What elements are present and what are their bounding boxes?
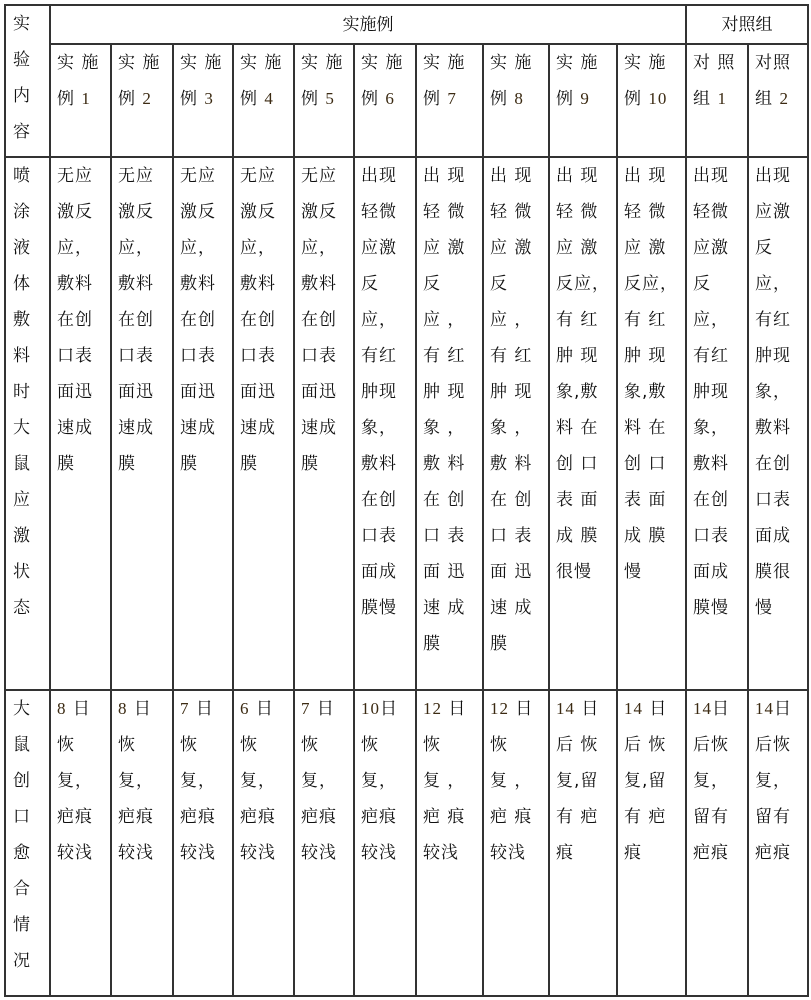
cell-text-line: 痕 xyxy=(556,843,574,863)
cell-text-line: 实 施 xyxy=(624,53,667,73)
cell-text-line: 应激 xyxy=(361,238,397,258)
cell-text-line: 口表 xyxy=(693,526,730,546)
cell-text-line: 轻 微 xyxy=(423,202,466,222)
cell-text-line: 涂 xyxy=(13,202,31,222)
cell-text-line: 疤痕 xyxy=(693,843,730,863)
cell-text-line: 例 6 xyxy=(361,89,395,109)
cell-text-line: 应 激 xyxy=(556,238,599,258)
cell-text-line: 8 日 xyxy=(118,699,152,719)
cell-text-line: 12 日 xyxy=(490,699,534,719)
cell-text-line: 疤痕 xyxy=(240,807,276,827)
cell-text-line: 恢 xyxy=(240,735,258,755)
cell-text-line: 例 5 xyxy=(301,89,335,109)
cell-text-line: 无应 xyxy=(118,166,154,186)
cell-text-line: 敷 xyxy=(13,310,31,330)
cell-text-line: 复， xyxy=(57,771,93,791)
cell-text-line: 应 xyxy=(13,490,31,510)
column-header-3 xyxy=(173,44,233,157)
cell-text-line: 有红 xyxy=(693,346,730,366)
cell-text-line: 轻微 xyxy=(361,202,397,222)
column-header-7 xyxy=(416,44,483,157)
cell-text-line: 膜很 xyxy=(755,562,792,582)
cell-text-line: 实 施 xyxy=(57,53,100,73)
table-cell xyxy=(354,690,416,996)
cell-text-line: 应， xyxy=(180,238,216,258)
cell-text-line: 反 xyxy=(361,274,379,294)
cell-text-line: 应激 xyxy=(755,202,792,222)
table-cell xyxy=(416,690,483,996)
column-header-5 xyxy=(294,44,354,157)
cell-text-line: 敷料 xyxy=(693,454,730,474)
cell-text-line: 面成 xyxy=(693,562,730,582)
cell-text-line: 应 ， xyxy=(490,310,533,330)
cell-text-line: 容 xyxy=(13,122,31,142)
cell-text-line: 在创 xyxy=(118,310,154,330)
cell-text-line: 面迅 xyxy=(180,382,216,402)
cell-text-line: 复， xyxy=(301,771,337,791)
cell-text-line: 在创 xyxy=(301,310,337,330)
cell-text-line: 反 xyxy=(755,238,774,258)
cell-text-line: 有 红 xyxy=(556,310,599,330)
cell-text-line: 象 ， xyxy=(423,418,466,438)
cell-text-line: 10日 xyxy=(361,699,398,719)
cell-text-line: 在 创 xyxy=(423,490,466,510)
column-header-4 xyxy=(233,44,294,157)
cell-text-line: 14日 xyxy=(755,699,793,719)
cell-text-line: 较浅 xyxy=(118,843,154,863)
cell-text-line: 例 10 xyxy=(624,89,668,109)
cell-text-line: 例 7 xyxy=(423,89,457,109)
cell-text-line: 复， xyxy=(755,771,792,791)
cell-text-line: 实 施 xyxy=(118,53,161,73)
cell-text-line: 膜 xyxy=(490,634,508,654)
cell-text-line: 较浅 xyxy=(361,843,397,863)
cell-text-line: 验 xyxy=(13,50,31,70)
cell-text-line: 肿现 xyxy=(361,382,397,402)
cell-text-line: 料 在 xyxy=(624,418,667,438)
cell-text-line: 反应， xyxy=(556,274,610,294)
cell-text-line: 应， xyxy=(240,238,276,258)
cell-text-line: 后 恢 xyxy=(556,735,599,755)
column-header-1 xyxy=(50,44,111,157)
cell-text-line: 疤痕 xyxy=(301,807,337,827)
cell-text-line: 应 激 xyxy=(624,238,667,258)
cell-text-line: 敷 料 xyxy=(490,454,533,474)
cell-text-line: 出现 xyxy=(361,166,397,186)
column-header-12 xyxy=(748,44,808,157)
cell-text-line: 速成 xyxy=(118,418,154,438)
cell-text-line: 出 现 xyxy=(490,166,533,186)
cell-text-line: 例 1 xyxy=(57,89,91,109)
table-cell xyxy=(686,690,748,996)
cell-text-line: 内 xyxy=(13,86,31,106)
cell-text-line: 复 ， xyxy=(490,771,533,791)
cell-text-line: 疤痕 xyxy=(180,807,216,827)
cell-text-line: 面迅 xyxy=(57,382,93,402)
cell-text-line: 慢 xyxy=(755,598,774,618)
cell-text-line: 复,留 xyxy=(624,771,667,791)
cell-text-line: 象， xyxy=(361,418,397,438)
cell-text-line: 肿现 xyxy=(693,382,730,402)
cell-text-line: 有 红 xyxy=(624,310,667,330)
cell-text-line: 激反 xyxy=(180,202,216,222)
cell-text-line: 较浅 xyxy=(240,843,276,863)
cell-text-line: 慢 xyxy=(624,562,642,582)
cell-text-line: 肿 现 xyxy=(490,382,533,402)
cell-text-line: 在创 xyxy=(693,490,730,510)
cell-text-line: 膜慢 xyxy=(361,598,397,618)
cell-text-line: 复 ， xyxy=(423,771,466,791)
cell-text-line: 喷 xyxy=(13,166,31,186)
cell-text-line: 有 疤 xyxy=(624,807,667,827)
cell-text-line: 14 日 xyxy=(556,699,600,719)
cell-text-line: 应， xyxy=(361,310,397,330)
cell-text-line: 后 恢 xyxy=(624,735,667,755)
cell-text-line: 应， xyxy=(693,310,730,330)
table-cell xyxy=(294,690,354,996)
cell-text-line: 例 2 xyxy=(118,89,152,109)
cell-text-line: 激反 xyxy=(118,202,154,222)
cell-text-line: 有红 xyxy=(361,346,397,366)
cell-text-line: 有 红 xyxy=(423,346,466,366)
cell-text-line: 恢 xyxy=(57,735,75,755)
table-cell xyxy=(50,690,111,996)
cell-text-line: 实 施 xyxy=(361,53,404,73)
table-cell xyxy=(233,690,294,996)
cell-text-line: 实 施 xyxy=(240,53,283,73)
cell-text-line: 敷料 xyxy=(301,274,337,294)
cell-text-line: 在创 xyxy=(180,310,216,330)
cell-text-line: 表 面 xyxy=(556,490,599,510)
cell-text-line: 速成 xyxy=(180,418,216,438)
cell-text-line: 口表 xyxy=(240,346,276,366)
table-cell xyxy=(50,157,111,690)
table-cell xyxy=(748,690,808,996)
column-header-8 xyxy=(483,44,549,157)
cell-text-line: 激反 xyxy=(240,202,276,222)
table-cell xyxy=(354,157,416,690)
cell-text-line: 口 表 xyxy=(423,526,466,546)
cell-text-line: 较浅 xyxy=(57,843,93,863)
cell-text-line: 创 xyxy=(13,771,31,791)
table-cell xyxy=(416,157,483,690)
cell-text-line: 应， xyxy=(57,238,93,258)
cell-text-line: 轻 微 xyxy=(624,202,667,222)
cell-text-line: 面成 xyxy=(755,526,792,546)
cell-text-line: 留有 xyxy=(755,807,792,827)
cell-text-line: 应激 xyxy=(693,238,730,258)
table-row-wound-healing xyxy=(5,690,808,996)
cell-text-line: 激 xyxy=(13,526,31,546)
cell-text-line: 速 成 xyxy=(423,598,466,618)
table-cell xyxy=(294,157,354,690)
cell-text-line: 面 迅 xyxy=(423,562,466,582)
cell-text-line: 创 口 xyxy=(556,454,599,474)
cell-text-line: 在创 xyxy=(361,490,397,510)
cell-text-line: 疤 痕 xyxy=(490,807,533,827)
cell-text-line: 口表 xyxy=(755,490,792,510)
cell-text-line: 面成 xyxy=(361,562,397,582)
cell-text-line: 面迅 xyxy=(301,382,337,402)
cell-text-line: 组 1 xyxy=(693,89,727,109)
cell-text-line: 在创 xyxy=(755,454,792,474)
cell-text-line: 口 表 xyxy=(490,526,533,546)
cell-text-line: 膜 xyxy=(240,454,258,474)
cell-text-line: 应 激 xyxy=(423,238,466,258)
cell-text-line: 鼠 xyxy=(13,454,31,474)
cell-text-line: 6 日 xyxy=(240,699,274,719)
cell-text-line: 激反 xyxy=(57,202,93,222)
cell-text-line: 反 xyxy=(693,274,712,294)
cell-text-line: 面迅 xyxy=(118,382,154,402)
cell-text-line: 敷料 xyxy=(118,274,154,294)
table-cell xyxy=(483,690,549,996)
table-cell xyxy=(111,157,173,690)
cell-text-line: 敷 料 xyxy=(423,454,466,474)
cell-text-line: 肿 现 xyxy=(624,346,667,366)
cell-text-line: 例 3 xyxy=(180,89,214,109)
cell-text-line: 无应 xyxy=(301,166,337,186)
corner-header xyxy=(5,5,50,157)
cell-text-line: 象， xyxy=(755,382,792,402)
column-header-9 xyxy=(549,44,617,157)
table-cell xyxy=(549,157,617,690)
cell-text-line: 疤痕 xyxy=(57,807,93,827)
cell-text-line: 液 xyxy=(13,238,31,258)
cell-text-line: 复， xyxy=(118,771,154,791)
cell-text-line: 应， xyxy=(755,274,792,294)
group-header-controls: 对照组 xyxy=(686,5,808,44)
table-cell xyxy=(111,690,173,996)
cell-text-line: 较浅 xyxy=(180,843,216,863)
table-cell xyxy=(173,157,233,690)
cell-text-line: 在 创 xyxy=(490,490,533,510)
cell-text-line: 速成 xyxy=(301,418,337,438)
cell-text-line: 应 激 xyxy=(490,238,533,258)
cell-text-line: 口表 xyxy=(301,346,337,366)
cell-text-line: 疤痕 xyxy=(361,807,397,827)
cell-text-line: 在创 xyxy=(240,310,276,330)
table-cell xyxy=(748,157,808,690)
cell-text-line: 口表 xyxy=(180,346,216,366)
cell-text-line: 实 施 xyxy=(301,53,344,73)
cell-text-line: 膜慢 xyxy=(693,598,730,618)
column-header-6 xyxy=(354,44,416,157)
cell-text-line: 体 xyxy=(13,274,31,294)
cell-text-line: 较浅 xyxy=(423,843,459,863)
cell-text-line: 实 施 xyxy=(490,53,533,73)
cell-text-line: 出 现 xyxy=(556,166,599,186)
cell-text-line: 反 xyxy=(490,274,508,294)
cell-text-line: 8 日 xyxy=(57,699,91,719)
cell-text-line: 轻 微 xyxy=(490,202,533,222)
cell-text-line: 膜 xyxy=(423,634,441,654)
cell-text-line: 应 ， xyxy=(423,310,466,330)
cell-text-line: 复， xyxy=(240,771,276,791)
cell-text-line: 面迅 xyxy=(240,382,276,402)
cell-text-line: 膜 xyxy=(180,454,198,474)
cell-text-line: 应， xyxy=(301,238,337,258)
table-cell xyxy=(233,157,294,690)
row-header xyxy=(5,157,50,690)
column-header-11 xyxy=(686,44,748,157)
cell-text-line: 敷料 xyxy=(180,274,216,294)
cell-text-line: 恢 xyxy=(423,735,441,755)
cell-text-line: 成 膜 xyxy=(556,526,599,546)
cell-text-line: 出现 xyxy=(755,166,792,186)
cell-text-line: 疤痕 xyxy=(118,807,154,827)
cell-text-line: 有 红 xyxy=(490,346,533,366)
cell-text-line: 轻微 xyxy=(693,202,730,222)
cell-text-line: 应， xyxy=(118,238,154,258)
cell-text-line: 出 现 xyxy=(423,166,466,186)
cell-text-line: 后恢 xyxy=(693,735,730,755)
cell-text-line: 恢 xyxy=(118,735,136,755)
cell-text-line: 例 8 xyxy=(490,89,524,109)
cell-text-line: 象 ， xyxy=(490,418,533,438)
cell-text-line: 有 疤 xyxy=(556,807,599,827)
table-cell xyxy=(686,157,748,690)
cell-text-line: 膜 xyxy=(57,454,75,474)
cell-text-line: 象,敷 xyxy=(556,382,599,402)
cell-text-line: 实 施 xyxy=(180,53,223,73)
cell-text-line: 创 口 xyxy=(624,454,667,474)
cell-text-line: 实 施 xyxy=(423,53,466,73)
cell-text-line: 速成 xyxy=(240,418,276,438)
cell-text-line: 口 xyxy=(13,807,31,827)
cell-text-line: 恢 xyxy=(180,735,198,755)
cell-text-line: 复， xyxy=(180,771,216,791)
cell-text-line: 口表 xyxy=(361,526,397,546)
cell-text-line: 速成 xyxy=(57,418,93,438)
table-cell xyxy=(617,690,686,996)
cell-text-line: 无应 xyxy=(180,166,216,186)
table-cell xyxy=(483,157,549,690)
cell-text-line: 实 xyxy=(13,14,31,34)
table-cell xyxy=(617,157,686,690)
cell-text-line: 在创 xyxy=(57,310,93,330)
cell-text-line: 激反 xyxy=(301,202,337,222)
cell-text-line: 大 xyxy=(13,699,31,719)
cell-text-line: 出 现 xyxy=(624,166,667,186)
cell-text-line: 复,留 xyxy=(556,771,599,791)
cell-text-line: 留有 xyxy=(693,807,730,827)
cell-text-line: 时 xyxy=(13,382,31,402)
cell-text-line: 痕 xyxy=(624,843,642,863)
cell-text-line: 敷料 xyxy=(755,418,792,438)
experiment-results-table xyxy=(4,4,809,997)
cell-text-line: 14 日 xyxy=(624,699,668,719)
cell-text-line: 反 xyxy=(423,274,441,294)
cell-text-line: 反应， xyxy=(624,274,678,294)
cell-text-line: 象,敷 xyxy=(624,382,667,402)
cell-text-line: 有红 xyxy=(755,310,792,330)
cell-text-line: 成 膜 xyxy=(624,526,667,546)
cell-text-line: 口表 xyxy=(57,346,93,366)
cell-text-line: 愈 xyxy=(13,843,31,863)
cell-text-line: 很慢 xyxy=(556,562,592,582)
cell-text-line: 表 面 xyxy=(624,490,667,510)
cell-text-line: 合 xyxy=(13,879,31,899)
cell-text-line: 恢 xyxy=(301,735,319,755)
cell-text-line: 肿 现 xyxy=(556,346,599,366)
cell-text-line: 膜 xyxy=(301,454,319,474)
column-header-row xyxy=(5,44,808,157)
cell-text-line: 敷料 xyxy=(240,274,276,294)
cell-text-line: 恢 xyxy=(490,735,508,755)
cell-text-line: 14日 xyxy=(693,699,731,719)
table-row-stress-response xyxy=(5,157,808,690)
cell-text-line: 例 9 xyxy=(556,89,590,109)
group-header-examples: 实施例 xyxy=(50,5,686,44)
cell-text-line: 鼠 xyxy=(13,735,31,755)
cell-text-line: 大 xyxy=(13,418,31,438)
cell-text-line: 面 迅 xyxy=(490,562,533,582)
cell-text-line: 恢 xyxy=(361,735,379,755)
cell-text-line: 肿现 xyxy=(755,346,792,366)
row-header xyxy=(5,690,50,996)
cell-text-line: 疤 痕 xyxy=(423,807,466,827)
cell-text-line: 较浅 xyxy=(301,843,337,863)
cell-text-line: 轻 微 xyxy=(556,202,599,222)
cell-text-line: 速 成 xyxy=(490,598,533,618)
cell-text-line: 象， xyxy=(693,418,730,438)
cell-text-line: 肿 现 xyxy=(423,382,466,402)
cell-text-line: 状 xyxy=(13,562,31,582)
cell-text-line: 复， xyxy=(361,771,397,791)
cell-text-line: 实 施 xyxy=(556,53,599,73)
cell-text-line: 料 在 xyxy=(556,418,599,438)
table-cell xyxy=(549,690,617,996)
cell-text-line: 无应 xyxy=(240,166,276,186)
cell-text-line: 7 日 xyxy=(301,699,335,719)
cell-text-line: 疤痕 xyxy=(755,843,792,863)
cell-text-line: 况 xyxy=(13,951,31,971)
cell-text-line: 组 2 xyxy=(755,89,789,109)
cell-text-line: 对 照 xyxy=(693,53,736,73)
cell-text-line: 复， xyxy=(693,771,730,791)
column-header-10 xyxy=(617,44,686,157)
cell-text-line: 敷料 xyxy=(57,274,93,294)
cell-text-line: 口表 xyxy=(118,346,154,366)
cell-text-line: 无应 xyxy=(57,166,93,186)
column-header-2 xyxy=(111,44,173,157)
cell-text-line: 7 日 xyxy=(180,699,214,719)
cell-text-line: 情 xyxy=(13,915,31,935)
cell-text-line: 对照 xyxy=(755,53,792,73)
cell-text-line: 敷料 xyxy=(361,454,397,474)
cell-text-line: 膜 xyxy=(118,454,136,474)
cell-text-line: 12 日 xyxy=(423,699,467,719)
cell-text-line: 出现 xyxy=(693,166,730,186)
cell-text-line: 例 4 xyxy=(240,89,274,109)
cell-text-line: 态 xyxy=(13,598,31,618)
table-cell xyxy=(173,690,233,996)
cell-text-line: 料 xyxy=(13,346,31,366)
cell-text-line: 后恢 xyxy=(755,735,792,755)
cell-text-line: 较浅 xyxy=(490,843,526,863)
